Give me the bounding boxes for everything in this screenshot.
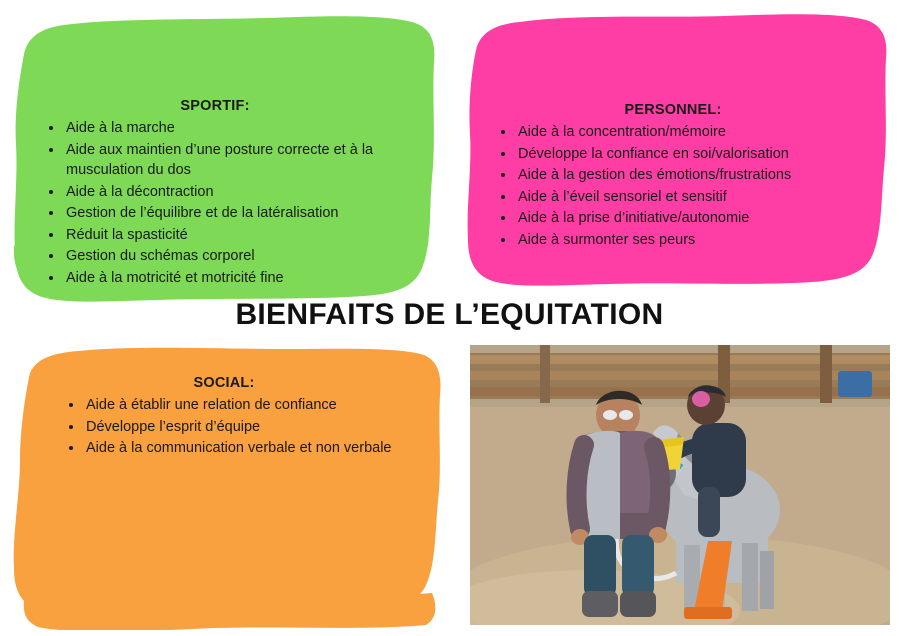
block-personnel-list: [490, 122, 876, 250]
photo-illustration: [470, 345, 890, 625]
block-social-list: [58, 395, 430, 459]
list-item: • Aide à la marche: [64, 118, 422, 139]
list-item: • Aide aux maintien d’une posture correcte et à la musculation du dos: [64, 140, 422, 181]
block-personnel-content: [462, 10, 892, 250]
list-item: • Aide à la gestion des émotions/frustrations: [516, 165, 876, 186]
photo-equitation: [470, 345, 890, 625]
list-item: • Développe l’esprit d’équipe: [84, 417, 430, 438]
list-item: • Aide à surmonter ses peurs: [516, 230, 876, 251]
list-item: • Aide à la concentration/mémoire: [516, 122, 876, 143]
block-social: [8, 345, 448, 630]
block-personnel: [462, 10, 892, 295]
block-personnel-title: PERSONNEL:: [624, 102, 722, 118]
block-sportif-content: [8, 10, 440, 289]
block-social-title: SOCIAL:: [193, 375, 255, 391]
list-item: • Aide à l’éveil sensoriel et sensitif: [516, 187, 876, 208]
list-item: • Gestion de l’équilibre et de la latéralisation: [64, 203, 422, 224]
list-item: • Gestion du schémas corporel: [64, 246, 422, 267]
list-item: • Aide à établir une relation de confiance: [84, 395, 430, 416]
block-social-content: [8, 345, 448, 459]
list-item: • Aide à la décontraction: [64, 182, 422, 203]
list-item: • Aide à la prise d’initiative/autonomie: [516, 208, 876, 229]
block-sportif-title: SPORTIF:: [180, 98, 250, 114]
page-title: BIENFAITS DE L’EQUITATION: [235, 298, 664, 331]
list-item: • Aide à la communication verbale et non verbale: [84, 438, 430, 459]
list-item: • Développe la confiance en soi/valorisation: [516, 144, 876, 165]
list-item: • Réduit la spasticité: [64, 225, 422, 246]
block-sportif: [8, 10, 440, 306]
list-item: • Aide à la motricité et motricité fine: [64, 268, 422, 289]
block-sportif-list: [38, 118, 422, 289]
